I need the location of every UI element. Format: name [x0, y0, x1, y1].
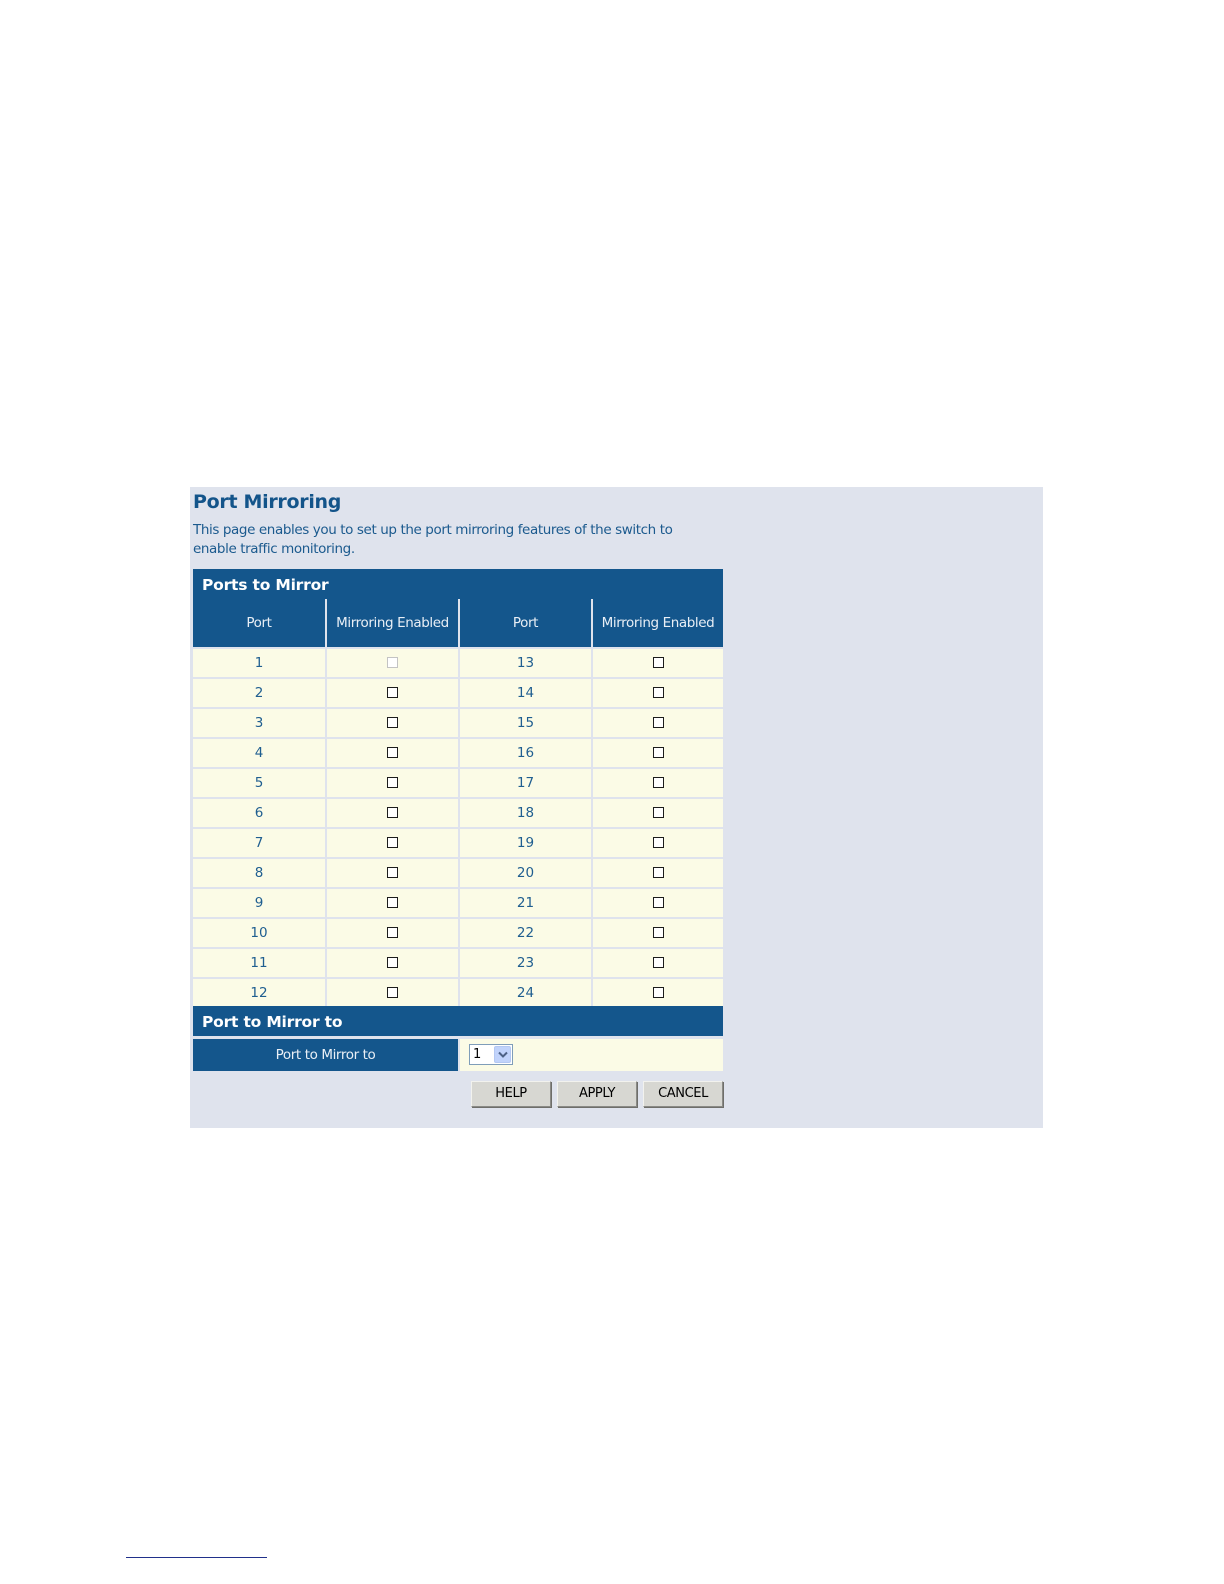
mirroring-enabled-cell [326, 918, 459, 948]
mirroring-checkbox[interactable] [387, 897, 398, 908]
mirroring-enabled-cell [592, 918, 723, 948]
port-number-cell: 7 [193, 828, 326, 858]
table-row [193, 678, 723, 708]
port-mirroring-panel [190, 487, 1043, 1128]
mirroring-enabled-cell [592, 678, 723, 708]
port-number-cell: 11 [193, 948, 326, 978]
ports-to-mirror-header: Ports to Mirror [193, 569, 723, 599]
mirroring-checkbox[interactable] [387, 927, 398, 938]
port-number-cell: 9 [193, 888, 326, 918]
port-number-cell: 15 [459, 708, 592, 738]
mirroring-enabled-cell [326, 678, 459, 708]
mirroring-enabled-cell [592, 828, 723, 858]
table-row [193, 738, 723, 768]
port-number-cell: 1 [193, 648, 326, 678]
table-row [193, 828, 723, 858]
mirroring-checkbox[interactable] [653, 717, 664, 728]
mirroring-enabled-cell [592, 768, 723, 798]
mirroring-checkbox[interactable] [387, 837, 398, 848]
mirroring-checkbox[interactable] [387, 747, 398, 758]
mirroring-enabled-cell [326, 858, 459, 888]
mirroring-enabled-cell [326, 978, 459, 1008]
table-row [193, 648, 723, 678]
table-row [193, 948, 723, 978]
mirroring-checkbox[interactable] [387, 777, 398, 788]
port-number-cell: 24 [459, 978, 592, 1008]
mirroring-checkbox[interactable] [653, 897, 664, 908]
port-number-cell: 8 [193, 858, 326, 888]
mirroring-enabled-cell [592, 888, 723, 918]
mirroring-checkbox[interactable] [387, 807, 398, 818]
port-number-cell: 10 [193, 918, 326, 948]
mirroring-checkbox[interactable] [387, 867, 398, 878]
ports-table-body [193, 648, 723, 1008]
mirroring-enabled-cell [326, 708, 459, 738]
table-row [193, 798, 723, 828]
help-button[interactable]: HELP [471, 1081, 551, 1107]
port-number-cell: 12 [193, 978, 326, 1008]
mirroring-checkbox[interactable] [387, 987, 398, 998]
mirroring-checkbox[interactable] [653, 747, 664, 758]
mirroring-enabled-cell [326, 768, 459, 798]
page-title: Port Mirroring [193, 491, 342, 513]
mirroring-checkbox[interactable] [387, 957, 398, 968]
port-to-mirror-to-label: Port to Mirror to [193, 1039, 458, 1071]
port-to-mirror-to-select[interactable] [469, 1044, 513, 1065]
port-number-cell: 23 [459, 948, 592, 978]
mirroring-enabled-cell [326, 888, 459, 918]
port-number-cell: 14 [459, 678, 592, 708]
table-row [193, 978, 723, 1008]
table-row [193, 708, 723, 738]
mirroring-checkbox [387, 657, 398, 668]
column-header-port: Port [459, 599, 592, 648]
mirroring-enabled-cell [592, 798, 723, 828]
port-number-cell: 21 [459, 888, 592, 918]
mirroring-checkbox[interactable] [387, 717, 398, 728]
footer-rule [126, 1557, 267, 1558]
mirroring-enabled-cell [326, 828, 459, 858]
mirroring-enabled-cell [592, 648, 723, 678]
port-number-cell: 18 [459, 798, 592, 828]
port-number-cell: 13 [459, 648, 592, 678]
mirroring-checkbox[interactable] [653, 927, 664, 938]
mirroring-enabled-cell [592, 978, 723, 1008]
port-number-cell: 20 [459, 858, 592, 888]
table-row [193, 918, 723, 948]
port-number-cell: 5 [193, 768, 326, 798]
port-to-mirror-to-row [193, 1039, 723, 1071]
port-number-cell: 19 [459, 828, 592, 858]
table-row [193, 768, 723, 798]
port-number-cell: 2 [193, 678, 326, 708]
port-number-cell: 16 [459, 738, 592, 768]
ports-table-header-row [193, 599, 723, 648]
mirroring-checkbox[interactable] [653, 837, 664, 848]
mirroring-enabled-cell [326, 738, 459, 768]
mirroring-enabled-cell [326, 948, 459, 978]
mirroring-enabled-cell [592, 858, 723, 888]
column-header-port: Port [193, 599, 326, 648]
port-number-cell: 17 [459, 768, 592, 798]
table-row [193, 858, 723, 888]
port-number-cell: 4 [193, 738, 326, 768]
mirroring-checkbox[interactable] [653, 687, 664, 698]
mirroring-checkbox[interactable] [653, 807, 664, 818]
mirroring-enabled-cell [326, 798, 459, 828]
mirroring-checkbox[interactable] [653, 867, 664, 878]
mirroring-enabled-cell [592, 738, 723, 768]
mirroring-checkbox[interactable] [653, 987, 664, 998]
ports-table [193, 599, 723, 1009]
page-description: This page enables you to set up the port mirroring features of the switch to enable traffic monitoring. [193, 522, 673, 557]
port-number-cell: 22 [459, 918, 592, 948]
table-row [193, 888, 723, 918]
apply-button[interactable]: APPLY [557, 1081, 637, 1107]
mirroring-checkbox[interactable] [653, 777, 664, 788]
cancel-button[interactable]: CANCEL [643, 1081, 723, 1107]
mirroring-checkbox[interactable] [387, 687, 398, 698]
port-to-mirror-to-header: Port to Mirror to [193, 1006, 723, 1036]
mirroring-enabled-cell [326, 648, 459, 678]
port-number-cell: 3 [193, 708, 326, 738]
column-header-mirroring-enabled: Mirroring Enabled [592, 599, 723, 648]
port-to-mirror-to-cell [460, 1039, 723, 1071]
mirroring-checkbox[interactable] [653, 657, 664, 668]
mirroring-enabled-cell [592, 708, 723, 738]
select-value: 1 [473, 1047, 482, 1062]
column-header-mirroring-enabled: Mirroring Enabled [326, 599, 459, 648]
mirroring-enabled-cell [592, 948, 723, 978]
mirroring-checkbox[interactable] [653, 957, 664, 968]
chevron-down-icon[interactable] [494, 1046, 511, 1063]
port-number-cell: 6 [193, 798, 326, 828]
